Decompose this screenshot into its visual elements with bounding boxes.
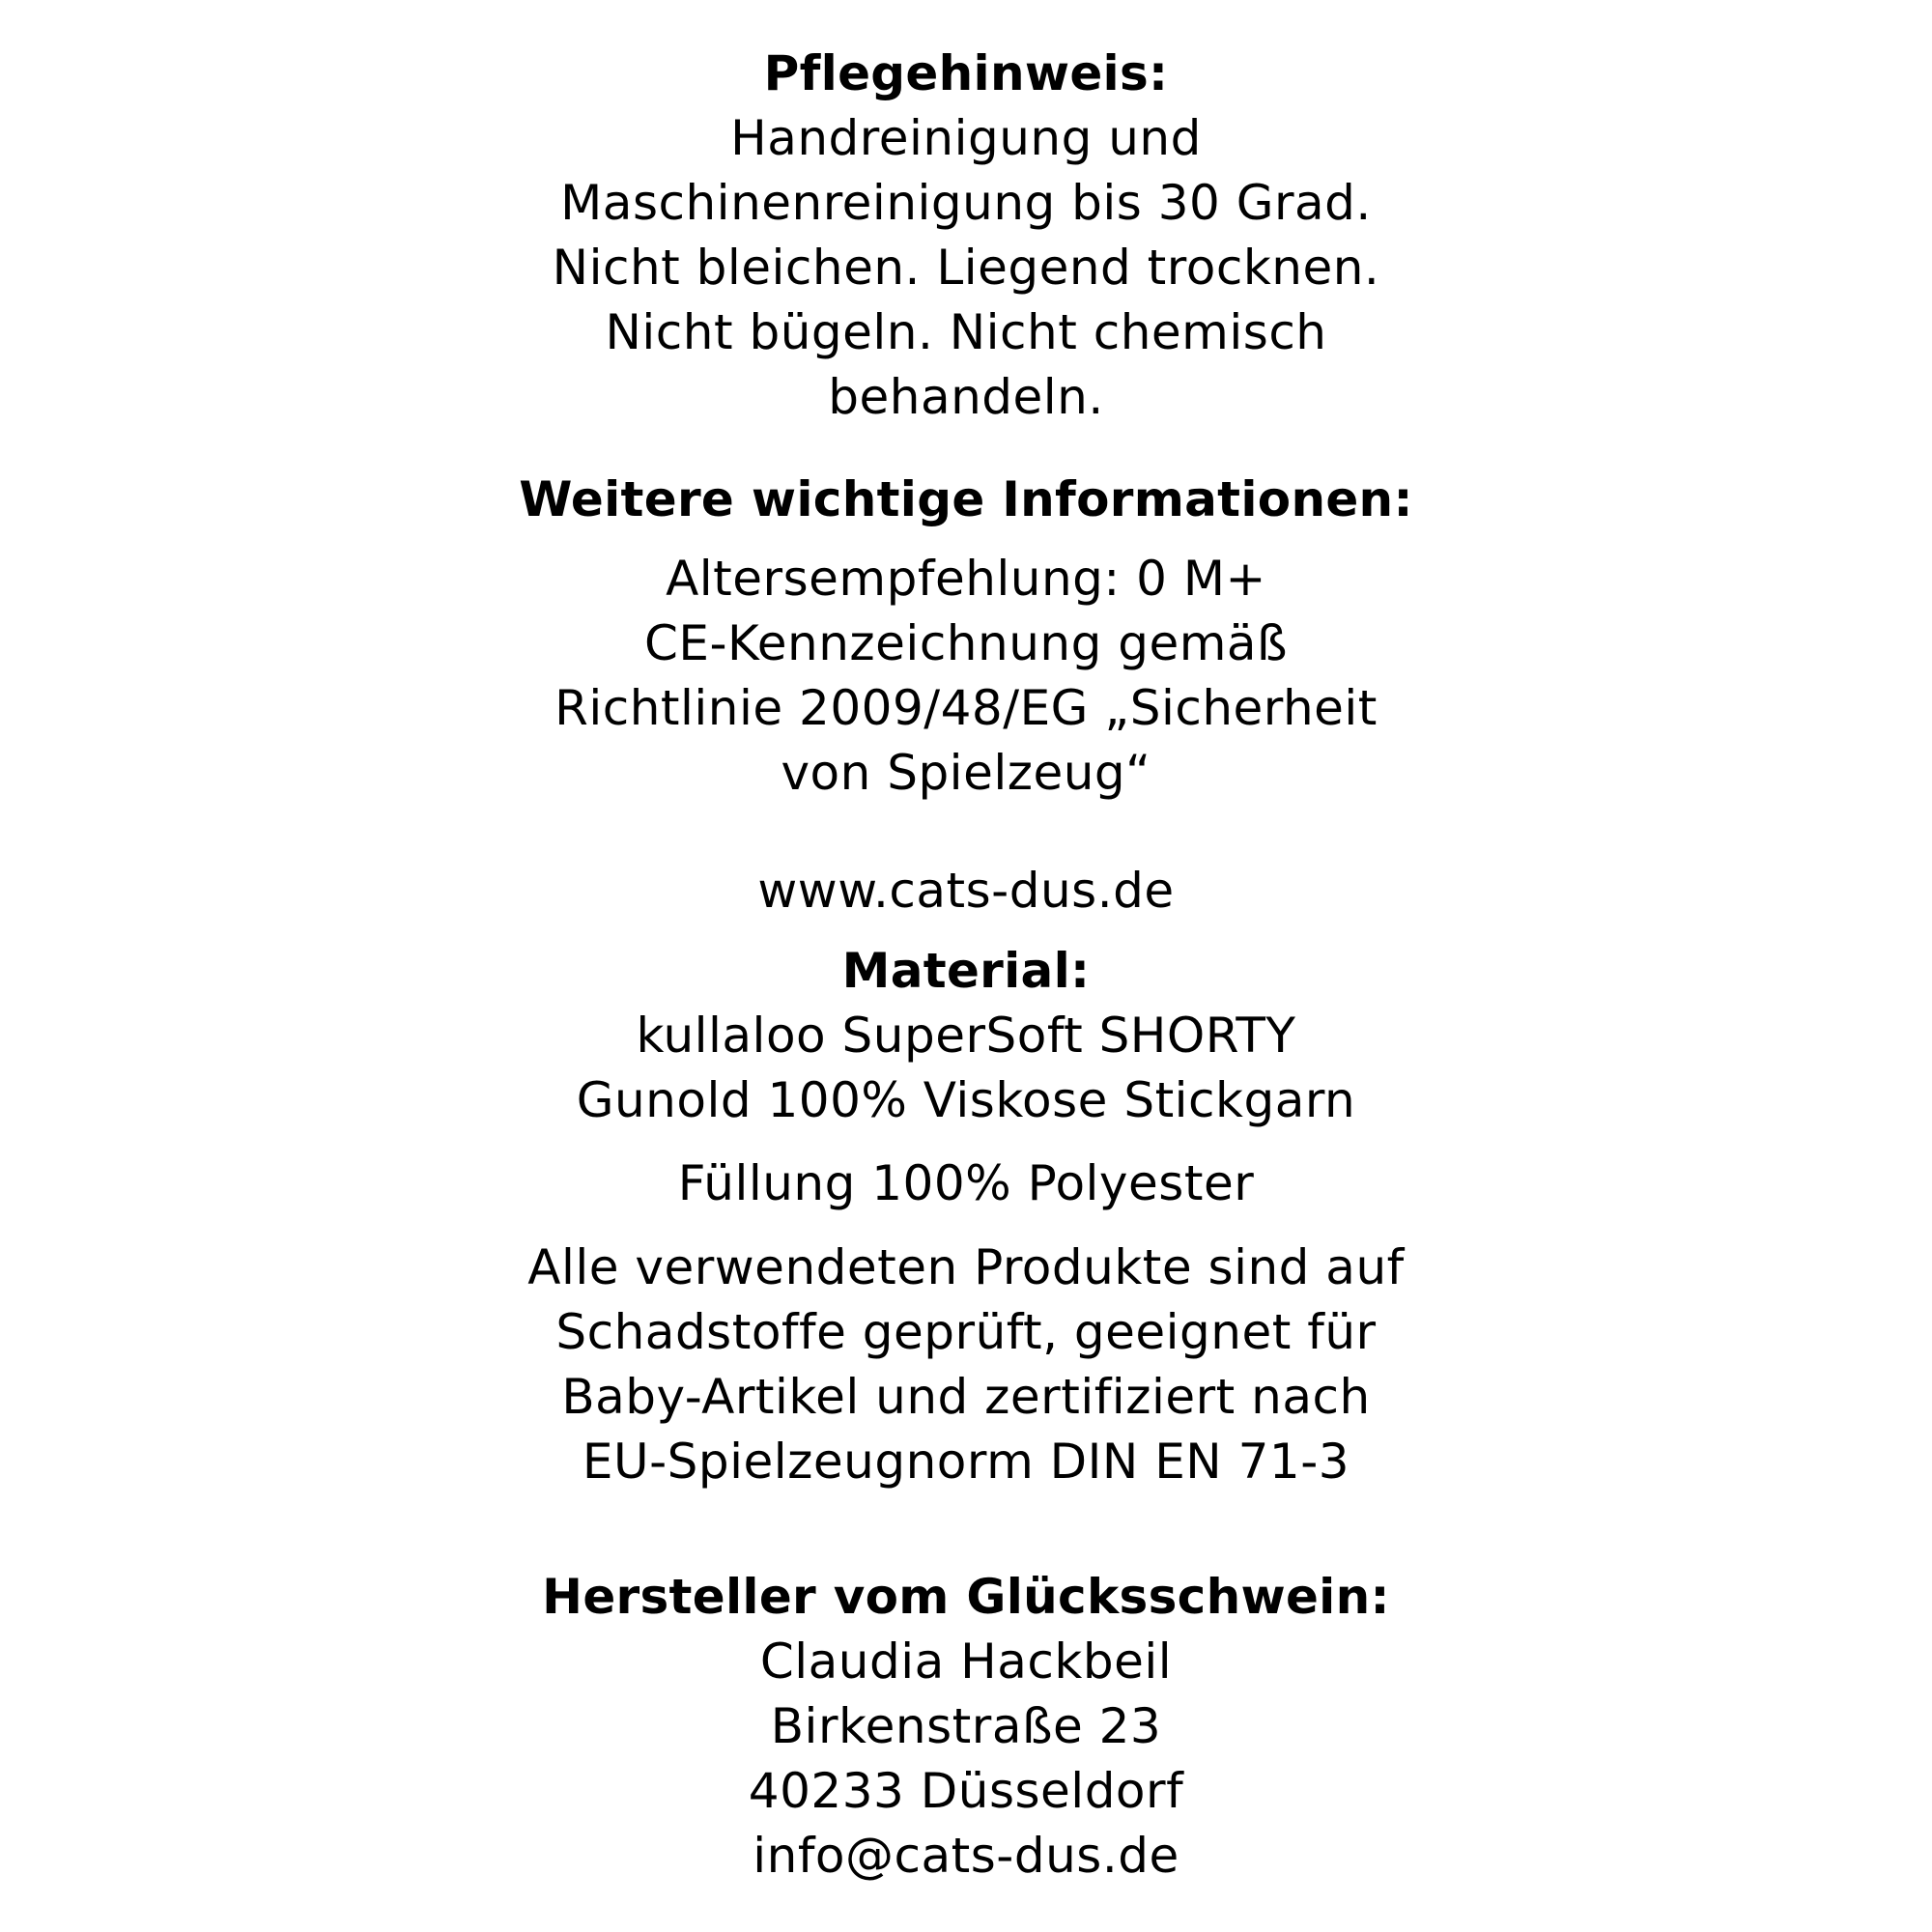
- info-heading: Weitere wichtige Informationen:: [519, 471, 1413, 527]
- care-heading: Pflegehinweis:: [763, 45, 1169, 101]
- info-line: Altersempfehlung: 0 M+: [666, 551, 1266, 607]
- manufacturer-heading: Hersteller vom Glücksschwein:: [542, 1569, 1390, 1625]
- care-line: behandeln.: [828, 369, 1104, 425]
- safety-line: Schadstoffe geprüft, geeignet für: [555, 1304, 1377, 1360]
- safety-line: EU-Spielzeugnorm DIN EN 71-3: [582, 1434, 1350, 1490]
- care-line: Nicht bügeln. Nicht chemisch: [605, 304, 1327, 360]
- care-line: Nicht bleichen. Liegend trocknen.: [552, 240, 1380, 296]
- material-line: Gunold 100% Viskose Stickgarn: [576, 1072, 1356, 1128]
- material-heading: Material:: [841, 943, 1091, 999]
- care-line: Maschinenreinigung bis 30 Grad.: [560, 175, 1372, 231]
- info-line: CE-Kennzeichnung gemäß: [643, 615, 1289, 671]
- info-line: von Spielzeug“: [781, 745, 1151, 801]
- manufacturer-city: 40233 Düsseldorf: [748, 1763, 1184, 1819]
- info-line: Richtlinie 2009/48/EG „Sicherheit: [554, 680, 1378, 736]
- safety-line: Baby-Artikel und zertifiziert nach: [561, 1369, 1371, 1425]
- safety-line: Alle verwendeten Produkte sind auf: [527, 1239, 1405, 1295]
- manufacturer-street: Birkenstraße 23: [770, 1698, 1162, 1754]
- website-text: www.cats-dus.de: [757, 863, 1175, 919]
- filling-text: Füllung 100% Polyester: [677, 1155, 1255, 1211]
- care-line: Handreinigung und: [730, 110, 1202, 166]
- material-line: kullaloo SuperSoft SHORTY: [636, 1008, 1296, 1064]
- manufacturer-email: info@cats-dus.de: [753, 1828, 1179, 1884]
- manufacturer-name: Claudia Hackbeil: [759, 1634, 1173, 1690]
